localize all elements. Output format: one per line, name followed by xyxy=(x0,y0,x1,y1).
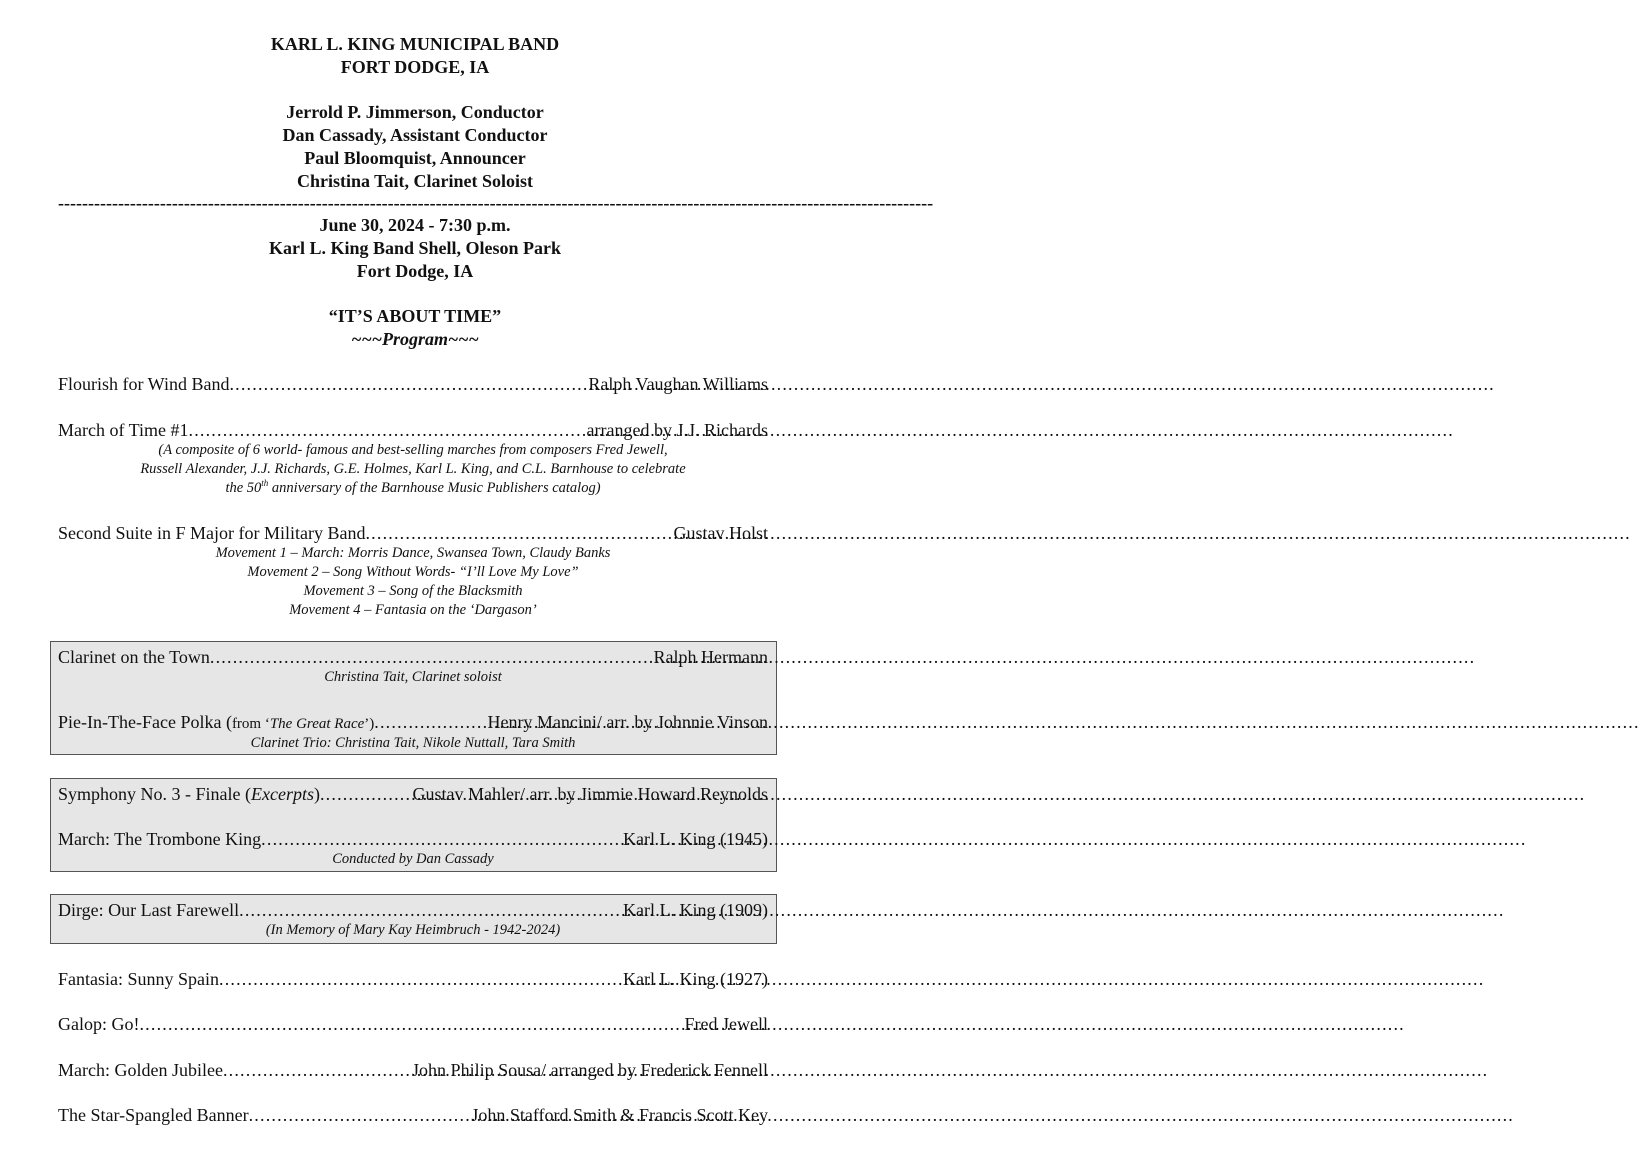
band-city: FORT DODGE, IA xyxy=(340,57,490,77)
piece-composer: John Stafford Smith & Francis Scott Key xyxy=(471,1105,768,1125)
march-of-time-note xyxy=(58,441,768,498)
piece-composer: Ralph Vaughan Williams xyxy=(588,374,768,394)
note-line: Russell Alexander, J.J. Richards, G.E. Holmes, Karl L. King, and C.L. Barnhouse to celebrate xyxy=(140,461,686,477)
movement-item: Movement 1 – March: Morris Dance, Swansea Town, Claudy Banks xyxy=(215,545,611,561)
theme-title: “IT’S ABOUT TIME” xyxy=(328,306,502,326)
piece-title: March of Time #1 xyxy=(58,420,189,440)
dot-leader xyxy=(219,968,623,990)
program-entry-sunny-spain xyxy=(58,968,768,990)
piece-title: Fantasia: Sunny Spain xyxy=(58,969,219,989)
second-suite-movements xyxy=(58,544,768,620)
piece-composer: Gustav Holst xyxy=(673,523,768,543)
piece-composer: John Philip Sousa/ arranged by Frederick Fennell xyxy=(412,1060,768,1080)
program-entry-dirge xyxy=(58,899,768,921)
program-entry-clarinet-town xyxy=(58,646,768,668)
program-entry-polka xyxy=(58,711,768,735)
dashed-divider: -------------------------------------------------------------------------------------------------------------------------------------------------- xyxy=(58,193,934,213)
event-date-time: June 30, 2024 - 7:30 p.m. xyxy=(319,215,511,235)
band-header xyxy=(0,33,830,79)
concert-theme xyxy=(0,305,830,351)
dot-leader xyxy=(374,711,487,735)
program-entry-galop xyxy=(58,1013,768,1035)
program-entry-second-suite xyxy=(58,522,768,544)
clarinet-town-note: Christina Tait, Clarinet soloist xyxy=(324,669,502,685)
program-entry-golden-jubilee xyxy=(58,1059,768,1081)
dot-leader xyxy=(223,1059,412,1081)
program-entry-symphony xyxy=(58,783,768,805)
program-entry-trombone-king xyxy=(58,828,768,850)
event-venue: Karl L. King Band Shell, Oleson Park xyxy=(268,238,562,258)
staff-assistant-conductor: Dan Cassady, Assistant Conductor xyxy=(282,125,548,145)
dot-leader xyxy=(210,646,654,668)
staff-soloist: Christina Tait, Clarinet Soloist xyxy=(296,171,534,191)
band-name: KARL L. KING MUNICIPAL BAND xyxy=(270,34,560,54)
piece-title: March: Golden Jubilee xyxy=(58,1060,223,1080)
dot-leader xyxy=(365,522,673,544)
piece-title: The Star-Spangled Banner xyxy=(58,1105,249,1125)
staff-announcer: Paul Bloomquist, Announcer xyxy=(304,148,526,168)
piece-composer: Karl L. King (1909) xyxy=(623,900,768,920)
staff-list xyxy=(0,101,830,193)
piece-title: Galop: Go! xyxy=(58,1014,140,1034)
movement-item: Movement 2 – Song Without Words- “I’ll Love My Love” xyxy=(247,564,579,580)
piece-composer: Fred Jewell xyxy=(684,1014,768,1034)
piece-title: Dirge: Our Last Farewell xyxy=(58,900,240,920)
note-line: the 50th anniversary of the Barnhouse Music Publishers catalog) xyxy=(225,478,601,496)
event-details xyxy=(0,214,830,283)
piece-title: Second Suite in F Major for Military Band xyxy=(58,523,366,543)
piece-composer: Karl L. King (1927) xyxy=(623,969,768,989)
program-label: ~~~Program~~~ xyxy=(351,329,479,349)
movement-item: Movement 3 – Song of the Blacksmith xyxy=(303,583,523,599)
piece-title: Clarinet on the Town xyxy=(58,647,210,667)
dot-leader xyxy=(261,828,623,850)
piece-composer: Gustav Mahler/ arr. by Jimmie Howard Reynolds xyxy=(412,784,768,804)
piece-title: Flourish for Wind Band xyxy=(58,374,230,394)
trombone-king-note: Conducted by Dan Cassady xyxy=(332,851,494,867)
dirge-note: (In Memory of Mary Kay Heimbruch - 1942-2024) xyxy=(265,922,561,938)
program-entry-anthem xyxy=(58,1104,768,1126)
piece-composer: Henry Mancini/ arr. by Johnnie Vinson xyxy=(487,712,768,732)
dot-leader xyxy=(189,419,587,441)
dot-leader xyxy=(139,1013,684,1035)
dot-leader xyxy=(320,783,413,805)
staff-conductor: Jerrold P. Jimmerson, Conductor xyxy=(286,102,544,122)
note-line: (A composite of 6 world- famous and best-selling marches from composers Fred Jewell, xyxy=(158,442,668,458)
program-entry-flourish xyxy=(58,373,768,395)
piece-composer: Ralph Hermann xyxy=(653,647,768,667)
dot-leader xyxy=(249,1104,472,1126)
piece-title: Symphony No. 3 - Finale (Excerpts) xyxy=(58,784,320,804)
piece-composer: arranged by J.J. Richards xyxy=(586,420,768,440)
movement-item: Movement 4 – Fantasia on the ‘Dargason’ xyxy=(289,602,537,618)
piece-composer: Karl L. King (1945) xyxy=(623,829,768,849)
event-location: Fort Dodge, IA xyxy=(356,261,474,281)
program-entry-march-of-time xyxy=(58,419,768,441)
dot-leader xyxy=(229,373,588,395)
polka-note: Clarinet Trio: Christina Tait, Nikole Nuttall, Tara Smith xyxy=(250,735,576,751)
piece-title: March: The Trombone King xyxy=(58,829,262,849)
dot-leader xyxy=(239,899,623,921)
piece-title: Pie-In-The-Face Polka (from ‘The Great Race’) xyxy=(58,712,375,732)
